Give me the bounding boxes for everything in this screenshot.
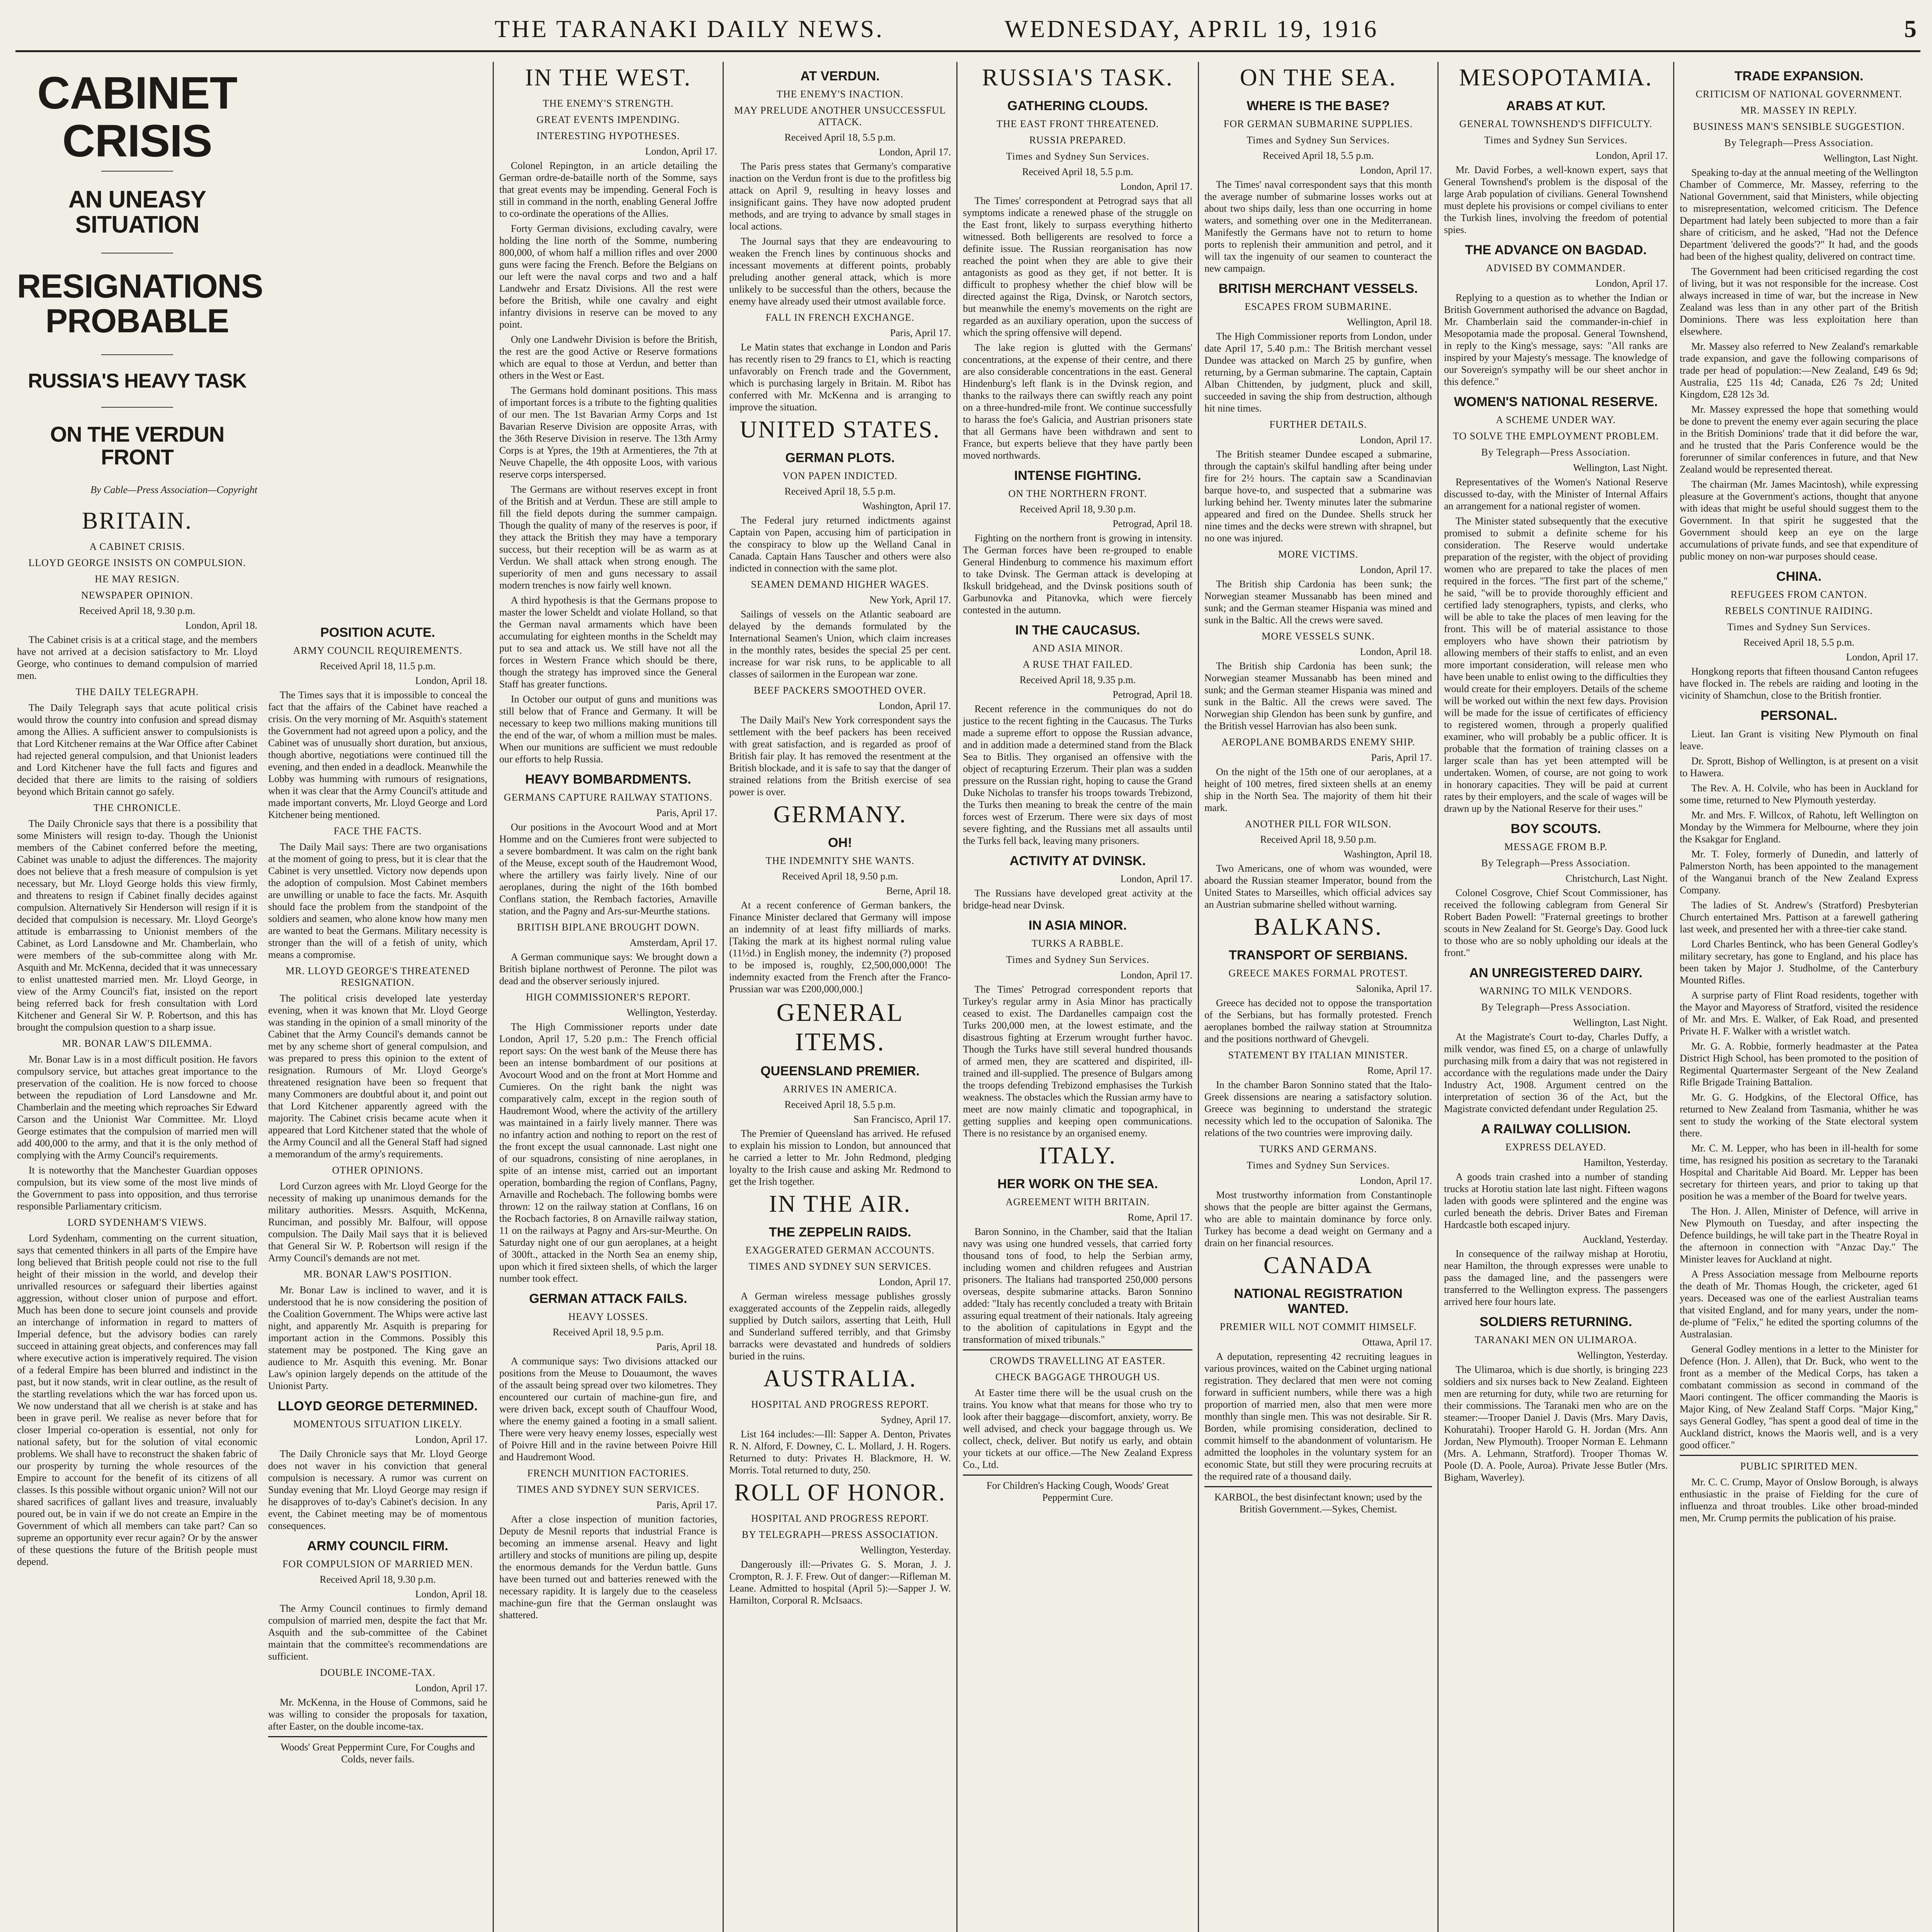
dateline: New York, April 17.	[869, 594, 951, 605]
subheading: HE MAY RESIGN.	[95, 573, 180, 585]
subheading: FURTHER DETAILS.	[1269, 419, 1367, 430]
article-paragraph: Replying to a question as to whether the Indian or British Government authorised the advance on Bagdad, Mr. Chamberlain said the commander-in-chief in Mesopotamia made the proposal. General Townshend, in reply to the King's message, says: "All ranks are inspired by your Majesty's message. The knowledge of our Sovereign's sympathy will be our sheet anchor in this defence."	[1444, 292, 1668, 387]
article-paragraph: A goods train crashed into a number of standing trucks at Horotiu station late last night. Fifteen wagons laden with goods were splintered and the engine was curled beneath the debris. Driver Bates and Fireman Hardcastle both escaped injury.	[1444, 1171, 1668, 1230]
advertisement: Mr. C. C. Crump, Mayor of Onslow Borough, is always enthusiastic in the praise of Fielding for the cure of influenza and throat troubles. Like other broad-minded men, Mr. Crump permits the publication of his praise.	[1680, 1476, 1918, 1524]
article-paragraph: A German wireless message publishes grossly exaggerated accounts of the Zeppelin raids, allegedly supplied by Dutch sailors, asserting that Leith, Hull and Sunderland suffered terribly, and that Grimsby barracks were devastated and hundreds of soldiers buried in the ruins.	[729, 1291, 951, 1362]
issue-date: WEDNESDAY, APRIL 19, 1916	[1005, 15, 1379, 43]
dateline: London, April 17.	[1595, 278, 1668, 289]
article-heading: GERMAN PLOTS.	[785, 451, 895, 465]
article-paragraph: Greece has decided not to oppose the transportation of the Serbians, but has formally protested. French aeroplanes bombed the railway station at Stroumnitza and the positions northward of Ghevgeli.	[1204, 997, 1432, 1044]
article-paragraph: The Times' Petrograd correspondent reports that Turkey's regular army in Asia Minor has practically ceased to exist. The Dardanelles campaign cost the Turks 200,000 men, at the lowest estimate, and the disastrous fighting at Erzerum wrought further havoc. Though the Turks have still several hundred thousands of armed men, they are scattered and dispirited, ill-trained and ill-supplied. The presence of Bulgars among the troops defending Trebizond emphasises the Turkish weakness. The obstacles which the Russian army have to meet are now mainly climatic and topographical, in getting supplies and keeping open communications. There is no resistance by an organised enemy.	[963, 984, 1192, 1139]
dateline: Hamilton, Yesterday.	[1583, 1157, 1668, 1168]
article-paragraph: Hongkong reports that fifteen thousand Canton refugees have flocked in. The rebels are raiding and looting in the vicinity of Shamchun, close to the British frontier.	[1680, 666, 1918, 701]
article-heading: SOLDIERS RETURNING.	[1480, 1315, 1632, 1329]
article-heading: INTENSE FIGHTING.	[1014, 468, 1141, 483]
dateline: Paris, April 18.	[656, 1341, 717, 1352]
personal-item: General Godley mentions in a letter to the Minister for Defence (Hon. J. Allen), that Dr. Buck, who went to the front as a member of the Medical Corps, has taken a combatant commission as second in command of the Maori contingent. The officer commanding the Maoris is Major King, of New Zealand Staff Corps. "Major King," says General Godley, "has spent a good deal of time in the Auckland district, knows the Maoris well, and is a very good officer."	[1680, 1344, 1918, 1451]
subheading: MR. MASSEY IN REPLY.	[1740, 105, 1857, 116]
headline-russias-task: RUSSIA'S HEAVY TASK	[28, 369, 247, 392]
subheading: BUSINESS MAN'S SENSIBLE SUGGESTION.	[1693, 121, 1905, 132]
column-mesopotamia	[1439, 62, 1673, 1932]
dateline: London, April 18.	[1360, 646, 1432, 657]
subheading: SEAMEN DEMAND HIGHER WAGES.	[751, 579, 929, 590]
dateline: Rome, April 17.	[1128, 1212, 1192, 1223]
personal-item: Dr. Sprott, Bishop of Wellington, is at present on a visit to Hawera.	[1680, 755, 1918, 779]
dateline: Paris, April 17.	[656, 807, 717, 818]
subheading: CHECK BAGGAGE THROUGH US.	[995, 1371, 1160, 1383]
subheading: MORE VICTIMS.	[1278, 549, 1359, 560]
subheading: MR. BONAR LAW'S POSITION.	[303, 1269, 452, 1280]
article-paragraph: Mr. Massey also referred to New Zealand's remarkable trade expansion, and gave the following comparisons of trade per head of population:—New Zealand, £49 6s 9d; Australia, £25 11s 4d; Canada, £26 7s 2d; United Kingdom, £28 12s 3d.	[1680, 341, 1918, 400]
subheading: THE CHRONICLE.	[93, 802, 181, 813]
dateline: London, April 17.	[1846, 651, 1918, 663]
personal-item: Mr. C. M. Lepper, who has been in ill-health for some time, has resigned his position as secretary to the Taranaki Hospital and Charitable Aid Board. Mr. Lepper has been secretary for thirteen years, and prior to taking up that position he was a member of the Board for twelve years.	[1680, 1143, 1918, 1202]
article-paragraph: At a recent conference of German bankers, the Finance Minister declared that Germany will impose an indemnity of at least fifty milliards of marks. [Taking the mark at its highest normal ruling value (11½d.) in English money, the indemnity (?) proposed to be imposed is, roughly, £2,500,000,000! The indemnity exacted from the French after the Franco-Prussian war was £200,000,000.]	[729, 900, 951, 995]
byline: By Cable—Press Association—Copyright	[90, 484, 257, 495]
subheading: REBELS CONTINUE RAIDING.	[1725, 605, 1873, 616]
subheading: EXAGGERATED GERMAN ACCOUNTS.	[745, 1245, 935, 1256]
article-paragraph: Representatives of the Women's National Reserve discussed to-day, with the Minister of Internal Affairs an arrangement for a national register of women.	[1444, 476, 1668, 512]
article-paragraph: Dangerously ill:—Privates G. S. Moran, J. J. Crompton, R. J. F. Frew. Out of danger:—Rifleman M. Leane. Admitted to hospital (April 5):—Sapper J. W. Hamilton, Corporal R. McIsaacs.	[729, 1559, 951, 1606]
column-britain	[12, 62, 263, 1932]
headline-resignations: RESIGNATIONS PROBABLE	[17, 267, 263, 340]
masthead	[15, 12, 1920, 52]
dateline: Washington, April 18.	[1343, 849, 1432, 860]
article-heading: GATHERING CLOUDS.	[1007, 99, 1148, 113]
article-paragraph: List 164 includes:—Ill: Sapper A. Denton, Privates R. N. Alford, F. Downey, C. L. Mollard, J. H. Rogers. Returned to duty: Privates H. Blackmore, H. W. Morris. Total returned to duty, 250.	[729, 1429, 951, 1476]
subheading: Times and Sydney Sun Services.	[1006, 954, 1150, 965]
dateline: London, April 17.	[879, 146, 951, 158]
personal-item: Lord Charles Bentinck, who has been General Godley's military secretary, has gone to England, and his place has been taken by Major J. Studholme, of the Canterbury Mounted Rifles.	[1680, 939, 1918, 986]
article-heading: A RAILWAY COLLISION.	[1481, 1122, 1631, 1136]
article-heading: AN UNREGISTERED DAIRY.	[1469, 966, 1643, 980]
subheading: THE EAST FRONT THREATENED.	[996, 118, 1159, 129]
dateline: Wellington, Last Night.	[1573, 1017, 1668, 1028]
article-paragraph: The British steamer Dundee escaped a submarine, through the captain's skilful handling after being under fire for 2½ hours. The captain saw a Scandinavian barque hove-to, and suspected that a submarine was lurking behind her. Twenty minutes later the submarine appeared and fired on the Dundee. Shells struck her nine times and the decks were strewn with shrapnel, but no one was injured.	[1204, 449, 1432, 544]
article-paragraph: The political crisis developed late yesterday evening, when it was known that Mr. Lloyd George was standing in the opinion of a small minority of the Cabinet that the Army Council's demands cannot be met by any scheme short of general compulsion, and was prepared to press this opinion to the extent of resignation. Rumours of Mr. Lloyd George's threatened resignation have been so frequent that many Commoners are doubtful about it, and point out that Lord Kitchener apparently agreed with the majority. The Cabinet crisis became acute when it appeared that Lord Kitchener stated that the whole of the Army Council and all the General Staff had signed a memorandum of the army's requirements.	[268, 993, 487, 1160]
section-title: GERMANY.	[773, 801, 907, 828]
section-title: IN THE WEST.	[525, 65, 692, 91]
received-line: Received April 18, 9.50 p.m.	[782, 871, 898, 882]
received-line: Received April 18, 5.5 p.m.	[784, 132, 896, 143]
article-heading: POSITION ACUTE.	[320, 625, 435, 640]
dateline: Wellington, Last Night.	[1823, 153, 1918, 164]
subheading: HOSPITAL AND PROGRESS REPORT.	[751, 1513, 929, 1524]
subheading: HEAVY LOSSES.	[568, 1311, 648, 1322]
article-paragraph: Mr. McKenna, in the House of Commons, said he was willing to consider the proposals for taxation, after Easter, on the double income-tax.	[268, 1697, 487, 1732]
subheading: TO SOLVE THE EMPLOYMENT PROBLEM.	[1452, 430, 1659, 442]
personal-item: A surprise party of Flint Road residents, together with the Mayor and Mayoress of Stratford, visited the residence of Mr. and Mrs. E. Walker, of Eak Road, and presented Private H. F. Walker with a wristlet watch.	[1680, 990, 1918, 1037]
subheading: By Telegraph—Press Association.	[1724, 137, 1874, 148]
headline-cabinet-crisis: CABINET CRISIS	[37, 68, 237, 167]
subheading: TARANAKI MEN ON ULIMAROA.	[1475, 1334, 1637, 1345]
dateline: Christchurch, Last Night.	[1565, 873, 1668, 884]
article-heading: WOMEN'S NATIONAL RESERVE.	[1454, 395, 1658, 409]
article-paragraph: In October our output of guns and munitions was still below that of France and Germany. It will be necessary to keep two millions making munitions till the end of the war, of whom a million must be males. When our munitions are sufficient we must redouble our efforts to help Russia.	[499, 694, 717, 765]
subheading: AGREEMENT WITH BRITAIN.	[1005, 1196, 1150, 1208]
front-headline-block	[17, 68, 263, 496]
dateline: Wellington, April 18.	[1347, 316, 1432, 328]
subheading: Times and Sydney Sun Services.	[1247, 1160, 1390, 1171]
dateline: Wellington, Yesterday.	[1577, 1350, 1668, 1361]
subheading: Times and Sydney Sun Services.	[1006, 151, 1150, 162]
subheading: DOUBLE INCOME-TAX.	[320, 1667, 435, 1678]
article-paragraph: The Daily Chronicle says that there is a possibility that some Ministers will resign to-day. Though the Unionist members of the Cabinet conferred before the meeting, Cabinet was unable to adjust the differences. The majority does not believe that a fresh measure of compulsion is yet necessary, but Mr. Lloyd George holds this view firmly, and threatens to resign if Cabinet finally decides against compulsion. Alternatively Sir Henderson will resign if it is decided that compulsion is necessary. Mr. Lloyd George's attitude is embarrassing to Unionist members of the Cabinet, as Lord Lansdowne and Mr. Chamberlain, who were members of the sub-committee along with Mr. Asquith and Mr. McKenna, decided that it was unnecessary to enlist unattested married men. Mr. Lloyd George, in view of the Army Council's fiat, insisted on the report being referred back for fresh consultation with Lord Kitchener and General Sir W. P. Robertson, and this has brought the compulsion question to a sharp issue.	[17, 818, 257, 1033]
article-paragraph: A communique says: Two divisions attacked our positions from the Meuse to Douaumont, the waves of the assault being spread over two kilometres. They encountered our curtain of machine-gun fire, and were driven back, except south of Chauffour Wood, where the enemy gained a footing in a small salient. There were very heavy enemy losses, especially west of Poivre Hill and in the ravine between Poivre Hill and Haudremont Wood.	[499, 1355, 717, 1463]
subheading: ON THE NORTHERN FRONT.	[1008, 488, 1147, 499]
article-paragraph: It is noteworthy that the Manchester Guardian opposes compulsion, but its view some of the most live minds of the Government to pass into opposition, and thus terrorise responsible Parliamentary criticism.	[17, 1164, 257, 1212]
article-paragraph: The Daily Mail says: There are two organisations at the moment of going to press, but it is clear that the Cabinet is very unsettled. Victory now depends upon the adoption of compulsion. Most Cabinet members are unwilling or unable to face the facts. Mr. Asquith should face the problem from the standpoint of the soldiers and seamen, who alone know how many men are wanted to beat the Germans. Military necessity is stronger than the will of a fetish of unity, which means a compromise.	[268, 841, 487, 960]
dateline: London, April 18.	[185, 619, 257, 631]
personal-item: Mr. and Mrs. F. Willcox, of Rahotu, left Wellington on Monday by the Wimmera for Melbourne, where they join the Ksakgar for England.	[1680, 810, 1918, 845]
article-paragraph: The Government had been criticised regarding the cost of living, but it was not responsible for the increase. Cost always increased in time of war, but the increase in New Zealand was less than in any other part of the British Dominions. There was less exploitation here than elsewhere.	[1680, 266, 1918, 337]
article-paragraph: Mr. Bonar Law is in a most difficult position. He favors compulsory service, but attaches great importance to the preservation of the coalition. He is now forced to choose between the repudiation of Lord Lansdowne and Mr. Chamberlain and the meeting which reproaches Sir Edward Carson and the Unionist War Committee. Mr. Lloyd George estimates that the compulsion of married men will add 400,000 to the army, and that it is the only method of complying with the Army Council's requirements.	[17, 1053, 257, 1161]
personal-item: Lieut. Ian Grant is visiting New Plymouth on final leave.	[1680, 728, 1918, 752]
subheading: HIGH COMMISSIONER'S REPORT.	[526, 992, 691, 1003]
article-paragraph: Only one Landwehr Division is before the British, the rest are the good Active or Reserve formations which are equal to those at Verdun, and better than others in the West or East.	[499, 334, 717, 381]
subheading: By Telegraph—Press Association.	[1481, 447, 1631, 458]
article-paragraph: Lord Curzon agrees with Mr. Lloyd George for the necessity of making up unanimous demands for the military authorities. Messrs. Asquith, McKenna, Runciman, and possibly Mr. Balfour, will oppose compulsion. The Daily Mail says that it is believed that General Sir W. P. Robertson will resign if the Army Council's demands are not met.	[268, 1180, 487, 1264]
subheading: INTERESTING HYPOTHESES.	[536, 130, 680, 141]
dateline: London, April 17.	[1360, 564, 1432, 575]
section-title: AUSTRALIA.	[763, 1366, 917, 1392]
advertisement: For Children's Hacking Cough, Woods' Great Peppermint Cure.	[986, 1480, 1169, 1503]
dateline: Berne, April 18.	[886, 885, 951, 896]
dateline: Amsterdam, April 17.	[629, 937, 717, 948]
dateline: London, April 17.	[879, 1276, 951, 1287]
headline-verdun-front: ON THE VERDUN FRONT	[50, 422, 224, 469]
article-paragraph: The Minister stated subsequently that the executive promised to submit a definite scheme for his consideration. The Reserve would undertake preparation of the register, with the object of providing women who are prepared to take the places of men required in the forces. "The first part of the scheme," he said, "will be to provide thoroughly efficient and certified lady stenographers, typists, and clerks, who will be able to take the places of men leaving for the front. This will be of material assistance to those employers who have shown their patriotism by allowing members of their staffs to enlist, and an even more important consideration, will release men who have been unable to enlist owing to the difficulties they would create for their employers. Details of the scheme will be worked out within the next few days. Provision will be made for the issue of certificates of efficiency to registered women, through a properly qualified examiner, who will probably be a public officer. It is probable that the formation of training classes on a larger scale than has yet been attempted will be undertaken. Women, of course, are not going to work in honorary capacities. They will be paid at current rates by their employers, and the scale of wages will be drawn up by the National Reserve for their uses."	[1444, 515, 1668, 814]
subheading: Times and Sydney Sun Services.	[1247, 134, 1390, 146]
dateline: London, April 17.	[1120, 873, 1192, 884]
dateline: Auckland, Yesterday.	[1582, 1234, 1668, 1245]
advertisement: KARBOL, the best disinfectant known; used by the British Government.—Sykes, Chemist.	[1214, 1492, 1422, 1515]
personal-item: The Hon. J. Allen, Minister of Defence, will arrive in New Plymouth on Tuesday, and after inspecting the Defence buildings, he will take part in the Theatre Royal in the afternoon in connection with "Anzac Day." The Minister leaves for Auckland at night.	[1680, 1206, 1918, 1265]
article-paragraph: The Germans are without reserves except in front of the British and at Verdun. These are still ample to fill the field depots during the summer campaign. Though the quality of many of the reserves is poor, if they attack the British they may have a temporary success, but their reception will be as warm as at Verdun. We shall attack when strong enough. The superiority of men and guns necessary to assail modern trenches is now fairly well known.	[499, 484, 717, 591]
dateline: London, April 18.	[415, 1588, 487, 1600]
article-paragraph: Lord Sydenham, commenting on the current situation, says that cemented thinkers in all parts of the Empire have long believed that British people could not rise to the full height of their mission in the world, and develop their unrivalled resources or safeguard their liberties against aggression, without closer union of purpose and effort. Much has been done to secure joint counsels and provide an interchange of information in regard to matters of Imperial defence, but the advisory bodies can rarely succeed in attaining great objects, and conferences may fall where executive action is imperatively required. The vision of a federal Empire has been blurred and indistinct in the past, but it now stands, writ in clear outline, as the result of the startling revelations which the war has forced upon us. We now understand that all we cherish is at stake and has been in grave peril. We realise as never before that for closer Imperial co-operation is essential, not only for national safety, but for the solution of vital economic problems. We shall have to reconstruct the shaken fabric of our prosperity by turning the whole resources of the Empire to account for the benefit of its citizens of all classes. Is this possible without organic union? Will not our shared sacrifices of gallant lives and treasure, invaluably poured out, be in vain if we do not create an Empire in the Government of which all members can take part? Can so supreme an opportunity ever recur again? Or by the answer of these questions the future of the British people must depend.	[17, 1232, 257, 1567]
subheading: BRITISH BIPLANE BROUGHT DOWN.	[517, 922, 699, 933]
article-paragraph: The Premier of Queensland has arrived. He refused to explain his mission to London, but announced that he carried a letter to Mr. John Redmond, pledging loyalty to the Irish cause and asking Mr. Redmond to get the Irish together.	[729, 1128, 951, 1187]
dateline: San Francisco, April 17.	[853, 1114, 951, 1125]
dateline: Paris, April 17.	[1371, 752, 1432, 763]
dateline: Wellington, Yesterday.	[860, 1544, 951, 1556]
section-title: RUSSIA'S TASK.	[982, 65, 1173, 91]
article-paragraph: The Daily Mail's New York correspondent says the settlement with the beef packers has been received with great satisfaction, and is regarded as proof of British fair play. It has removed the resentment at the British blockade, and it is safe to say that the danger of strained relations from the British exercise of sea power is over.	[729, 714, 951, 798]
subheading: MESSAGE FROM B.P.	[1504, 841, 1607, 852]
subheading: TURKS A RABBLE.	[1031, 938, 1124, 949]
dateline: London, April 17.	[1120, 181, 1192, 192]
dateline: London, April 17.	[1120, 969, 1192, 981]
article-paragraph: The Army Council continues to firmly demand compulsion of married men, despite the fact that Mr. Asquith and the sub-committee of the Cabinet maintain that the committee's recommendations are sufficient.	[268, 1603, 487, 1662]
article-heading: THE ADVANCE ON BAGDAD.	[1465, 243, 1647, 257]
subheading: FOR GERMAN SUBMARINE SUPPLIES.	[1223, 118, 1413, 129]
section-title: BALKANS.	[1254, 914, 1383, 940]
dateline: Paris, April 17.	[890, 327, 951, 338]
article-paragraph: Sailings of vessels on the Atlantic seaboard are delayed by the demands formulated by the International Seamen's Union, which claim increases in the monthly rates, besides the special 25 per cent. increase for war risk runs, to be applicable to all classes of sailormen in the European war zone.	[729, 609, 951, 680]
subheading: ARMY COUNCIL REQUIREMENTS.	[293, 645, 463, 656]
article-heading: TRANSPORT OF SERBIANS.	[1229, 948, 1408, 963]
subheading: VON PAPEN INDICTED.	[782, 470, 898, 481]
article-heading: CHINA.	[1776, 569, 1822, 584]
received-line: Received April 18, 9.30 p.m.	[79, 605, 196, 616]
article-heading: LLOYD GEORGE DETERMINED.	[277, 1399, 478, 1413]
received-line: Received April 18, 9.35 p.m.	[1019, 674, 1136, 685]
subheading: GENERAL TOWNSHEND'S DIFFICULTY.	[1459, 118, 1653, 129]
subheading: FALL IN FRENCH EXCHANGE.	[765, 312, 915, 323]
section-title: MESOPOTAMIA.	[1459, 65, 1653, 91]
personal-item: A Press Association message from Melbourne reports the death of Mr. Thomas Hough, the cricketer, aged 61 years. Deceased was one of the earliest Australian teams that visited England, and for many years, under the nom-de-plume of "Felix," he edited the sporting columns of the Australasian.	[1680, 1269, 1918, 1340]
article-paragraph: Our positions in the Avocourt Wood and at Mort Homme and on the Cumieres front were subjected to a severe bombardment. It was calm on the right bank of the Meuse, except south of the Haudremont Wood, where the artillery was fairly lively. Nine of our aeroplanes, during the night of the 16th bombed Conflans station, the Rembach factories, Arnaville station, and the Pagny and Ars-sur-Meurthe stations.	[499, 821, 717, 917]
section-title: IN THE AIR.	[769, 1191, 911, 1217]
article-paragraph: Mr. Massey expressed the hope that something would be done to prevent the enemy ever again securing the place in the British Dominions' trade that it did before the war, and he trusted that the Paris Conference would be the forerunner of similar conferences in future, and that New Zealand would be represented thereat.	[1680, 404, 1918, 475]
subheading: ARRIVES IN AMERICA.	[783, 1083, 897, 1095]
article-heading: NATIONAL REGISTRATION WANTED.	[1234, 1286, 1403, 1316]
subheading: REFUGEES FROM CANTON.	[1730, 589, 1867, 600]
section-title: CANADA	[1263, 1252, 1373, 1279]
subheading: PUBLIC SPIRITED MEN.	[1740, 1461, 1858, 1472]
received-line: Received April 18, 5.5 p.m.	[784, 1099, 896, 1110]
article-paragraph: The Germans hold dominant positions. This mass of important forces is a tribute to the fighting qualities of our men. The 1st Bavarian Army Corps and 1st Bavarian Reserve Division are opposite Arras, with the 36th Reserve Division in reserve. The 13th Army Corps is at Ypres, the 19th at Armentieres, the 7th at Neuve Chapelle, the 4th opposite Loos, with various reserve corps interspersed.	[499, 385, 717, 480]
article-paragraph: The High Commissioner reports under date London, April 17, 5.20 p.m.: The French official report says: On the west bank of the Meuse there has been an intense bombardment of our positions at Avocourt Wood and on the front at Mort Homme and Cumieres. On the right bank the night was comparatively calm, except in the region south of Haudremont Wood, where the activity of the artillery was maintained in a fairly lively manner. There was no infantry action and nothing to report on the rest of the front except the usual cannonade. Last night one of our squadrons, consisting of nine aeroplanes, in spite of an intense mist, carried out an important operation, bombarding the region of Conflans, Pagny, Arnaville and Rochebach. The following bombs were thrown: 12 on the railway station at Conflans, 16 on the Rocbach factories, 8 on Arnaville railway station, 11 on the railways at Pagny and Ars-sur-Meurthe. On Saturday night one of our gun aeroplanes, at a height of 300ft., attacked in the North Sea an enemy ship, upon which it fired sixteen shells, of which the larger number took effect.	[499, 1021, 717, 1284]
subheading: NEWSPAPER OPINION.	[81, 589, 194, 601]
subheading: RUSSIA PREPARED.	[1029, 134, 1126, 146]
subheading: FACE THE FACTS.	[333, 825, 422, 837]
subheading: MR. LLOYD GEORGE'S THREATENED RESIGNATION.	[286, 965, 470, 988]
dateline: London, April 17.	[1595, 150, 1668, 161]
article-paragraph: A German communique says: We brought down a British biplane northwest of Peronne. The pilot was dead and the observer seriously injured.	[499, 951, 717, 986]
received-line: Received April 18, 9.30 p.m.	[1019, 503, 1136, 515]
column-at-verdun	[724, 62, 956, 1932]
article-paragraph: Two Americans, one of whom was wounded, were aboard the Russian steamer Imperator, bound from the United States to Marseilles, which official advices say an Austrian submarine shelled without warning.	[1204, 863, 1432, 910]
subheading: Times and Sydney Sun Services.	[1727, 621, 1871, 633]
dateline: London, April 18.	[415, 675, 487, 686]
dateline: London, April 17.	[1360, 1175, 1432, 1186]
article-paragraph: Colonel Cosgrove, Chief Scout Commissioner, has received the following cablegram from General Sir Robert Baden Powell: "Fraternal greetings to brother scouts in New Zealand for St. George's Day. Good luck to those who are so nobly upholding our ideals at the front."	[1444, 887, 1668, 958]
subheading: THE ENEMY'S INACTION.	[776, 88, 904, 100]
article-paragraph: The Daily Chronicle says that Mr. Lloyd George does not waver in his conviction that general compulsion is necessary. A rumor was current on Sunday evening that Mr. Lloyd George may resign if he disapproves of to-day's Cabinet's decision. In any event, the Cabinet meeting may be of momentous consequences.	[268, 1448, 487, 1531]
article-paragraph: After a close inspection of munition factories, Deputy de Mesnil reports that industrial France is becoming an immense arsenal. Heavy and light artillery and stocks of munitions are piling up, despite the enormous demands for the Verdun battle. Guns have been turned out and batteries renewed with the necessary rapidity. It is largely due to the ceaseless machine-gun fire that the German onslaught was shattered.	[499, 1514, 717, 1621]
subheading: OTHER OPINIONS.	[332, 1165, 423, 1176]
subheading: AEROPLANE BOMBARDS ENEMY SHIP.	[1221, 736, 1415, 748]
section-title: UNITED STATES.	[740, 417, 940, 443]
dateline: Salonika, April 17.	[1356, 983, 1432, 994]
dateline: London, April 17.	[645, 146, 717, 157]
subheading: WARNING TO MILK VENDORS.	[1479, 985, 1633, 997]
article-paragraph: At the Magistrate's Court to-day, Charles Duffy, a milk vendor, was fined £5, on a charge of unlawfully purchasing milk from a dairy that was not registered in accordance with the regulations made under the Dairy Industry Act, 1908. Argument centred on the interpretation of section 36 of the Act, but the Magistrate convicted defendant under Regulation 25.	[1444, 1031, 1668, 1114]
dateline: Ottawa, April 17.	[1362, 1337, 1432, 1348]
article-paragraph: Forty German divisions, excluding cavalry, were holding the line north of the Somme, numbering 800,000, of whom half a million rifles and over 2000 guns were facing the French. Before the Belgians on our left were the naval corps and two and a half Landwehr and Ersatz Divisions. All the rest were before the British, while one cavalry and eight infantry divisions in reserve can be moved to any point.	[499, 223, 717, 330]
subheading: GERMANS CAPTURE RAILWAY STATIONS.	[504, 792, 713, 803]
subheading: By Telegraph—Press Association.	[1481, 1002, 1631, 1013]
dateline: London, April 17.	[1360, 434, 1432, 446]
article-paragraph: Baron Sonnino, in the Chamber, said that the Italian navy was using one hundred vessels, that carried forty thousand tons of food, to help the Serbian army, including women and children refugees and Austrian prisoners. The Italians had transported 250,000 persons overseas, despite submarine attacks. Baron Sonnino added: "Italy has recently concluded a treaty with Britain assuring equal treatment of their nationals. Italy agreeing to the abolition of capitulations in Egypt and the transformation of mixed tribunals."	[963, 1226, 1192, 1345]
article-paragraph: Fighting on the northern front is growing in intensity. The German forces have been re-grouped to enable General Hindenburg to commence his maximum effort to take Dvinsk. The German attack is developing at Ikskull bridgehead, and the Dvinsk positions south of Garbunovka and Pitanovka, which were fiercely contested in the autumn.	[963, 532, 1192, 616]
article-paragraph: Most trustworthy information from Constantinople shows that the people are bitter against the Germans, who are able to maintain dominance by force only. Turkey has become a dead weight on Germany and a drain on her financial resources.	[1204, 1189, 1432, 1248]
article-paragraph: Speaking to-day at the annual meeting of the Wellington Chamber of Commerce, Mr. Massey, referring to the National Government, said that Ministers, while objecting to misrepresentation, welcomed criticism. The Defence Department had lately been subjected to more than a fair share of criticism, and he asked, "Had not the Defence Department 'delivered the goods'?" It had, and the goods had been of the highest quality, delivered on contract time.	[1680, 167, 1918, 262]
article-paragraph: On the night of the 15th one of our aeroplanes, at a height of 100 metres, fired sixteen shells at an enemy ship in the North Sea. The majority of them hit their mark.	[1204, 766, 1432, 813]
personal-item: Mr. G. G. Hodgkins, of the Electoral Office, has returned to New Zealand from Tasmania, whither he was sent to study the working of the State electoral system there.	[1680, 1092, 1918, 1139]
article-heading: BOY SCOUTS.	[1510, 821, 1601, 836]
article-paragraph: Mr. Bonar Law is inclined to waver, and it is understood that he is now considering the position of the Coalition Government. The Whips were active last night, and apparently Mr. Asquith is preparing for important action in the Commons. Possibly this statement may be postponed. The King gave an audience to Mr. Asquith this evening. Mr. Bonar Law's opinion largely depends on the attitude of the Unionist Party.	[268, 1284, 487, 1391]
subheading: GREECE MAKES FORMAL PROTEST.	[1228, 968, 1408, 979]
article-paragraph: The Times' correspondent at Petrograd says that all symptoms indicate a renewed phase of the struggle on the East front, likely to surpass everything hitherto witnessed. Both belligerents are resolved to force a definite issue. The Russian reorganisation has now reached the point when they are able to give their antagonists as good as they get, if not better. It is difficult to prophesy whether the chief blow will be directed against the Riga, Dvinsk, or Narotch sectors, but meanwhile the enemy's movements on the right are regarded as an auxiliary operation, upon the success of which the spring offensive will depend.	[963, 195, 1192, 338]
article-paragraph: The British ship Cardonia has been sunk; the Norwegian steamer Mussanabb has been mined and sunk; and the German steamer Hispania was mined and sunk in the Baltic. All the crews were saved.	[1204, 578, 1432, 626]
subheading: CRITICISM OF NATIONAL GOVERNMENT.	[1696, 88, 1902, 100]
column-trade-expansion	[1674, 62, 1923, 1932]
section-title: GENERAL ITEMS.	[776, 998, 904, 1056]
subheading: GREAT EVENTS IMPENDING.	[536, 114, 680, 125]
subheading: ESCAPES FROM SUBMARINE.	[1245, 301, 1392, 312]
newspaper-title: THE TARANAKI DAILY NEWS.	[495, 15, 884, 43]
subheading: TIMES AND SYDNEY SUN SERVICES.	[517, 1484, 700, 1495]
advertisement: At Easter time there will be the usual crush on the trains. You know what that means for those who try to look after their baggage—discomfort, anxiety, worry. Be well advised, and check your baggage through us. We collect, check, deliver. But notify us early, and obtain your tickets at our office.—The New Zealand Express Co., Ltd.	[963, 1387, 1192, 1470]
dateline: Petrograd, April 18.	[1112, 518, 1192, 529]
received-line: Received April 18, 5.5 p.m.	[784, 486, 896, 497]
subheading: PREMIER WILL NOT COMMIT HIMSELF.	[1219, 1321, 1417, 1332]
personal-item: Mr. T. Foley, formerly of Dunedin, and latterly of Palmerston North, has been appointed to the management of the Wanganui branch of the New Zealand Express Company.	[1680, 849, 1918, 896]
article-paragraph: In the chamber Baron Sonnino stated that the Italo-Greek dissensions are nearing a satisfactory solution. Greece was beginning to understand the strategic necessity which led to the occupation of Salonika. The relations of the two countries were improving daily.	[1204, 1079, 1432, 1138]
column-russias-task	[957, 62, 1198, 1932]
subheading: CROWDS TRAVELLING AT EASTER.	[990, 1355, 1166, 1366]
subheading: TIMES AND SYDNEY SUN SERVICES.	[748, 1261, 932, 1272]
article-heading: HEAVY BOMBARDMENTS.	[525, 772, 691, 787]
column-on-the-sea	[1199, 62, 1437, 1932]
dateline: Petrograd, April 18.	[1112, 689, 1192, 700]
subheading: LLOYD GEORGE INSISTS ON COMPULSION.	[28, 557, 246, 568]
article-paragraph: Colonel Repington, in an article detailing the German ordre-de-bataille north of the Somme, says that great events may be impending. General Foch is still in command in the north, enabling General Joffre to co-ordinate the operations of the Allies.	[499, 160, 717, 219]
subheading: BEEF PACKERS SMOOTHED OVER.	[753, 685, 927, 696]
article-paragraph: The British ship Cardonia has been sunk; the Norwegian steamer Mussanabb has been mined and sunk; and the German steamer Hispania was mined and sunk in the Baltic. All the crews were saved. The Norwegian ship Glendon has been sunk by gunfire, and the British vessel Harrovian has also been sunk.	[1204, 660, 1432, 731]
subheading: FOR COMPULSION OF MARRIED MEN.	[282, 1558, 473, 1570]
subheading: THE DAILY TELEGRAPH.	[75, 686, 199, 697]
subheading: HOSPITAL AND PROGRESS REPORT.	[751, 1399, 929, 1410]
subheading: FRENCH MUNITION FACTORIES.	[527, 1468, 689, 1479]
article-paragraph: A deputation, representing 42 recruiting leagues in various provinces, waited on the Cabinet urging national registration. They declared that men were not coming forward in sufficient numbers, while there was a high proportion of married men, also that men were more monthly than single men. This was not desirable. Sir R. Borden, while promising consideration, declined to commit himself to the abandonment of voluntarism. He admitted the loopholes in the voluntary system for an economic State, but still they were procuring recruits at the required rate of a thousand daily.	[1204, 1351, 1432, 1482]
dateline: Sydney, April 17.	[881, 1414, 951, 1425]
article-heading: TRADE EXPANSION.	[1734, 69, 1864, 83]
dateline: Rome, April 17.	[1367, 1065, 1432, 1076]
personal-item: The ladies of St. Andrew's (Stratford) Presbyterian Church entertained Mrs. Pattison at a farewell gathering last week, and presented her with a three-tier cake stand.	[1680, 900, 1918, 935]
column-position-acute	[263, 618, 493, 1932]
article-paragraph: The Paris press states that Germany's comparative inaction on the Verdun front is due to the profitless big attack on April 9, resulting in heavy losses and insignificant gains. They have now adopted prudent methods, and are trying to advance by small stages in local actions.	[729, 161, 951, 232]
subheading: TURKS AND GERMANS.	[1259, 1143, 1377, 1155]
dateline: Wellington, Yesterday.	[626, 1007, 717, 1018]
article-heading: THE ZEPPELIN RAIDS.	[769, 1225, 912, 1240]
subheading: ADVISED BY COMMANDER.	[1486, 262, 1626, 274]
page-number: 5	[1904, 15, 1917, 43]
article-heading: OH!	[828, 835, 852, 850]
subheading: EXPRESS DELAYED.	[1505, 1141, 1606, 1153]
article-heading: HER WORK ON THE SEA.	[997, 1177, 1158, 1191]
article-paragraph: The Ulimaroa, which is due shortly, is bringing 223 soldiers and six nurses back to New Zealand. Eighteen men are returning for duty, while two are returning for their commissions. The Taranaki men who are on the steamer:—Trooper Daniel J. Davis (Mrs. Mary Davis, Kohuratahi). Trooper Harold G. H. Jordan (Mrs. Ann Jordan, New Plymouth). Trooper Norman E. Lehmann (Mrs. A. Lehmann, Stratford). Trooper Thomas W. Poole (D. A. Poole, Auroa). Private Jesse Butler (Mrs. Bigham, Waverley).	[1444, 1364, 1668, 1483]
subheading: LORD SYDENHAM'S VIEWS.	[67, 1216, 207, 1228]
article-paragraph: The High Commissioner reports from London, under date April 17, 5.40 p.m.: The British merchant vessel Dundee was attacked on March 25 by gunfire, when returning, by a German submarine. The captain, Captain Alban Chittenden, by judgment, pluck and skill, succeeded in saving the ship from destruction, although hit nine times.	[1204, 331, 1432, 414]
subheading: MAY PRELUDE ANOTHER UNSUCCESSFUL ATTACK.	[734, 105, 946, 128]
article-paragraph: The lake region is glutted with the Germans' concentrations, at the expense of their centre, and there are also considerable concentrations in the east. General Hindenburg's left flank is in the Dvinsk region, and thanks to the railways there can swiftly reach any point on a three-hundred-mile front. We continue successfully to harass the foe's Galicia, and Austrian prisoners state that all Germans have been withdrawn and sent to France, but experts believe that they have partly been moved northwards.	[963, 342, 1192, 461]
section-title: BRITAIN.	[82, 507, 192, 534]
dateline: Paris, April 17.	[656, 1499, 717, 1510]
subheading: AND ASIA MINOR.	[1032, 643, 1123, 654]
article-heading: ARABS AT KUT.	[1506, 99, 1605, 113]
dateline: London, April 17.	[879, 700, 951, 711]
received-line: Received April 18, 9.5 p.m.	[553, 1327, 664, 1338]
received-line: Received April 18, 11.5 p.m.	[320, 660, 436, 672]
personal-item: Mr. G. A. Robbie, formerly headmaster at the Patea District High School, has been promoted to the position of Regimental Quartermaster Sergeant of the New Zealand Rifle Brigade Training Battalion.	[1680, 1041, 1918, 1088]
article-heading: GERMAN ATTACK FAILS.	[529, 1291, 687, 1306]
article-paragraph: In consequence of the railway mishap at Horotiu, near Hamilton, the through expresses were unable to pass the damaged line, and the passengers were transferred to the Wellington express. The passengers arrived here four hours late.	[1444, 1248, 1668, 1307]
article-paragraph: Recent reference in the communiques do not do justice to the recent fighting in the Caucasus. The Turks made a supreme effort to oppose the Russian advance, and in addition made a determined stand from the Black Sea to Bitlis. They organised an offensive with the object of recapturing Erzerum. Their plan was a sudden pressure on the Russian right, hoping to cause the Grand Duke Nicholas to transfer his troops towards Trebizond, the Turks then meaning to break the centre of the main forces west of Erzerum. There were six days of most severe fighting, and the Russians met all assaults until the Turks fell back, leaving many prisoners.	[963, 703, 1192, 846]
column-in-the-west	[494, 62, 723, 1932]
article-paragraph: The chairman (Mr. James Macintosh), while expressing pleasure at the Government's actions, thought that anyone with ideas that might be useful should suggest them to the Government. In that spirit he suggested that the Government should keep an eye on the large accumulations of private funds, and see that expenditure of public money on non-war purposes should cease.	[1680, 479, 1918, 562]
advertisement: Woods' Great Peppermint Cure, For Coughs and Colds, never fails.	[280, 1742, 475, 1765]
article-heading: PERSONAL.	[1760, 708, 1837, 723]
subheading: THE ENEMY'S STRENGTH.	[543, 98, 674, 109]
subheading: A CABINET CRISIS.	[89, 541, 185, 552]
subheading: A RUSE THAT FAILED.	[1022, 659, 1133, 670]
article-paragraph: Mr. David Forbes, a well-known expert, says that General Townshend's problem is the disposal of the large Arab population of civilians. General Townshend must deplete his provisions or compel civilians to enter the Turkish lines, involving the freedom of potential spies.	[1444, 164, 1668, 235]
subheading: Times and Sydney Sun Services.	[1484, 134, 1628, 146]
subheading: ANOTHER PILL FOR WILSON.	[1245, 818, 1392, 830]
article-heading: AT VERDUN.	[800, 69, 880, 83]
article-paragraph: The Daily Telegraph says that acute political crisis would throw the country into confusion and spread dismay among the Allies. A sufficient answer to compulsionists is that Lord Kitchener remains at the War Office after Cabinet had rejected general compulsion, and that Unionist leaders and Lord Kitchener have the full facts and figures and decided that there are limits to the raising of soldiers beyond which Britain cannot go safely.	[17, 702, 257, 797]
subheading: BY TELEGRAPH—PRESS ASSOCIATION.	[742, 1529, 939, 1540]
section-title: ROLL OF HONOR.	[734, 1480, 946, 1506]
article-heading: ACTIVITY AT DVINSK.	[1009, 854, 1146, 868]
personal-item: The Rev. A. H. Colvile, who has been in Auckland for some time, returned to New Plymouth yesterday.	[1680, 782, 1918, 806]
received-line: Received April 18, 9.50 p.m.	[1260, 834, 1376, 845]
subheading: STATEMENT BY ITALIAN MINISTER.	[1228, 1049, 1408, 1061]
dateline: Wellington, Last Night.	[1573, 462, 1668, 473]
dateline: London, April 17.	[415, 1682, 487, 1694]
subheading: By Telegraph—Press Association.	[1481, 857, 1631, 869]
subheading: MOMENTOUS SITUATION LIKELY.	[293, 1418, 463, 1430]
article-paragraph: The Federal jury returned indictments against Captain von Papen, accusing him of participation in the conspiracy to blow up the Welland Canal in Canada. Captain Hans Tauscher and others were also indicted in connection with the same plot.	[729, 515, 951, 574]
article-heading: IN ASIA MINOR.	[1028, 918, 1127, 933]
dateline: London, April 17.	[1360, 165, 1432, 176]
article-paragraph: Le Matin states that exchange in London and Paris has recently risen to 29 francs to £1, which is reacting unfavorably on French trade and the Government, which is purchasing largely in Britain. M. Ribot has conferred with Mr. McKenna and is arranging to improve the situation.	[729, 342, 951, 413]
article-paragraph: The Journal says that they are endeavouring to weaken the French lines by continuous shocks and incessant movements at different points, probably preluding another general attack, which is more unlikely to be successful than the others, because the enemy have already used their utmost available force.	[729, 236, 951, 307]
article-heading: WHERE IS THE BASE?	[1247, 99, 1390, 113]
dateline: London, April 17.	[415, 1434, 487, 1445]
article-heading: ARMY COUNCIL FIRM.	[307, 1539, 449, 1553]
section-title: ITALY.	[1039, 1143, 1117, 1169]
received-line: Received April 18, 5.5 p.m.	[1022, 166, 1133, 177]
subheading: THE INDEMNITY SHE WANTS.	[765, 855, 915, 866]
article-paragraph: The Cabinet crisis is at a critical stage, and the members have not arrived at a decision satisfactory to Mr. Lloyd George, who continues to demand compulsion of married men.	[17, 634, 257, 681]
section-title: ON THE SEA.	[1240, 65, 1397, 91]
subheading: MR. BONAR LAW'S DILEMMA.	[62, 1037, 213, 1049]
article-heading: BRITISH MERCHANT VESSELS.	[1218, 281, 1418, 296]
received-line: Received April 18, 9.30 p.m.	[320, 1574, 436, 1585]
dateline: Washington, April 17.	[862, 500, 951, 512]
article-heading: IN THE CAUCASUS.	[1015, 623, 1140, 638]
subheading: MORE VESSELS SUNK.	[1262, 631, 1375, 642]
article-heading: QUEENSLAND PREMIER.	[760, 1064, 920, 1078]
article-paragraph: The Times' naval correspondent says that this month the average number of submarine losses works out at about two ships daily, less than one occurring in home waters, and something over one in the Mediterranean. Manifestly the Germans have not to return to home ports to replenish their ammunition and petrol, and it will tax the ingenuity of our seamen to counteract the new campaign.	[1204, 179, 1432, 274]
subheading: A SCHEME UNDER WAY.	[1496, 414, 1616, 425]
article-paragraph: A third hypothesis is that the Germans propose to master the lower Scheldt and violate Holland, so that the German naval armaments which have been accumulating for eighteen months in the Scheldt may put to sea and attack us. We still have not all the forces in Western France which should be there, though the strategy has improved since the General Staff has greater functions.	[499, 595, 717, 690]
headline-uneasy-situation: AN UNEASY SITUATION	[68, 186, 206, 238]
received-line: Received April 18, 5.5 p.m.	[1743, 637, 1855, 648]
article-paragraph: The Times says that it is impossible to conceal the fact that the affairs of the Cabinet have reached a crisis. On the very morning of Mr. Asquith's statement the Government had not agreed upon a policy, and the Cabinet was of unusually short duration, but anxious, though abortive, negotiations were continued till the evening, and then ended in a deadlock. Meanwhile the Lobby was humming with rumours of resignations, when it was clear that the Army Council's attitude and made important converts, Mr. Lloyd George and Lord Kitchener being mentioned.	[268, 689, 487, 820]
article-paragraph: The Russians have developed great activity at the bridge-head near Dvinsk.	[963, 888, 1192, 911]
received-line: Received April 18, 5.5 p.m.	[1262, 150, 1374, 161]
